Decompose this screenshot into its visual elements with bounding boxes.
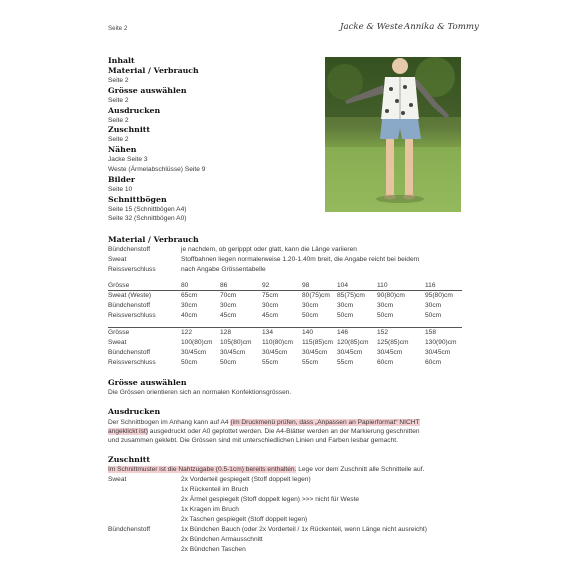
table-cell: 50cm	[181, 359, 198, 366]
table-cell: 122	[181, 329, 193, 336]
zuschnitt-buendchen-label: Bündchenstoff	[108, 526, 151, 533]
table-cell: 55cm	[337, 359, 354, 366]
table-cell: 30cm	[181, 302, 198, 309]
zuschnitt-item: 2x Bündchen Armausschnitt	[181, 536, 263, 543]
brand-title-right: Annika & Tommy	[404, 22, 479, 32]
table-cell: 60cm	[425, 359, 442, 366]
table-row-label: Sweat	[108, 339, 127, 346]
table-cell: 30cm	[377, 302, 394, 309]
table-cell: 50cm	[377, 312, 394, 319]
table-cell: 30cm	[337, 302, 354, 309]
material-label: Bündchenstoff	[108, 246, 151, 253]
toc-line: Seite 32 (Schnittbögen A0)	[108, 215, 187, 223]
table-cell: 80	[181, 282, 189, 289]
toc-heading-inhalt: Inhalt	[108, 56, 135, 65]
table-cell: 152	[377, 329, 389, 336]
toc-heading-naehen: Nähen	[108, 145, 137, 155]
zuschnitt-item: 2x Bündchen Taschen	[181, 546, 246, 553]
table-cell: 140	[302, 329, 314, 336]
toc-heading-schnittboegen: Schnittbögen	[108, 194, 167, 204]
table-cell: 110	[377, 282, 388, 289]
table-cell: 95(80)cm	[425, 292, 453, 299]
table-cell: 55cm	[262, 359, 279, 366]
brand-title-left: Jacke & Weste	[340, 22, 403, 32]
groesse-text: Die Grössen orientieren sich an normalen Konfektionsgrössen.	[108, 389, 292, 396]
table-cell: 50cm	[425, 312, 442, 319]
table-cell: 60cm	[377, 359, 394, 366]
table-cell: 50cm	[337, 312, 354, 319]
toc-heading-material: Material / Verbrauch	[108, 66, 199, 75]
toc-line: Seite 15 (Schnittbögen A4)	[108, 205, 187, 213]
table-cell: 158	[425, 329, 437, 336]
table-cell: 116	[425, 282, 436, 289]
groesse-heading: Grösse auswählen	[108, 378, 187, 387]
table-cell: 30/45cm	[262, 349, 288, 356]
table-cell: 50cm	[302, 312, 319, 319]
zuschnitt-item: 2x Vorderteil gespiegelt (Stoff doppelt legen)	[181, 476, 311, 483]
table-cell: 30cm	[262, 302, 279, 309]
table-cell: 30/45cm	[377, 349, 403, 356]
table-cell: 45cm	[262, 312, 279, 319]
table-cell: 65cm	[181, 292, 198, 299]
table-cell: 30cm	[425, 302, 442, 309]
table-cell: 70cm	[220, 292, 237, 299]
table-cell: 30cm	[302, 302, 319, 309]
toc-heading-zuschnitt: Zuschnitt	[108, 125, 150, 135]
toc-line: Jacke Seite 3	[108, 156, 148, 164]
toc-line: Seite 10	[108, 185, 133, 193]
table-cell: 92	[262, 282, 270, 289]
material-heading: Material / Verbrauch	[108, 235, 199, 244]
toc-line: Weste (Ärmelabschlüsse) Seite 9	[108, 165, 206, 173]
table-cell: 50cm	[220, 359, 237, 366]
table-cell: 120(85)cm	[337, 339, 369, 346]
table-cell: 146	[337, 329, 349, 336]
table-cell: 30cm	[220, 302, 237, 309]
material-text: Stoffbahnen liegen normalerweise 1.20-1.40m breit, die Angabe reicht bei beidem	[181, 256, 420, 263]
toc-heading-ausdrucken: Ausdrucken	[108, 105, 161, 115]
table-cell: 105(80)cm	[220, 339, 252, 346]
zuschnitt-intro: Im Schnittmuster ist die Nahtzugabe (0.5-1cm) bereits enthalten. Lege vor dem Zuschnitt alle Schnitteile auf.	[108, 466, 425, 473]
table-row-label: Grösse	[108, 329, 130, 336]
table-cell: 128	[220, 329, 232, 336]
table-row-label: Sweat (Weste)	[108, 292, 152, 299]
table-cell: 80(75)cm	[302, 292, 330, 299]
table-divider	[108, 327, 462, 328]
zuschnitt-item: 1x Rückenteil im Bruch	[181, 486, 249, 493]
zuschnitt-sweat-label: Sweat	[108, 476, 127, 483]
material-label: Sweat	[108, 256, 127, 263]
table-cell: 30/45cm	[220, 349, 246, 356]
table-row-label: Grösse	[108, 282, 130, 289]
table-cell: 98	[302, 282, 310, 289]
toc-line: Seite 2	[108, 136, 129, 144]
table-cell: 130(90)cm	[425, 339, 457, 346]
table-cell: 55cm	[302, 359, 319, 366]
table-row-label: Reissverschluss	[108, 359, 156, 366]
table-cell: 75cm	[262, 292, 279, 299]
material-text: je nachdem, ob geripppt oder glatt, kann die Länge variieren	[181, 246, 357, 253]
table-cell: 86	[220, 282, 228, 289]
toc-line: Seite 2	[108, 96, 129, 104]
ausdrucken-line: angeklickt ist) ausgedruckt oder A0 geplottet werden. Die A4-Blätter werden an der Markierung geschnitten	[108, 428, 420, 435]
table-cell: 134	[262, 329, 274, 336]
table-cell: 30/45cm	[337, 349, 363, 356]
table-cell: 85(75)cm	[337, 292, 365, 299]
toc-line: Seite 2	[108, 77, 129, 84]
zuschnitt-item: 2x Ärmel gespiegelt (Stoff doppelt legen) >>> nicht für Weste	[181, 496, 360, 503]
table-cell: 100(80)cm	[181, 339, 213, 346]
toc-heading-bilder: Bilder	[108, 174, 136, 184]
table-cell: 30/45cm	[181, 349, 207, 356]
ausdrucken-heading: Ausdrucken	[108, 407, 161, 416]
toc-line: Seite 2	[108, 116, 129, 124]
table-divider	[108, 290, 462, 291]
child-photo	[325, 57, 461, 212]
table-cell: 110(80)cm	[262, 339, 294, 346]
table-row-label: Reissverschluss	[108, 312, 156, 319]
table-cell: 125(85)cm	[377, 339, 409, 346]
table-cell: 30/45cm	[302, 349, 328, 356]
zuschnitt-item: 1x Kragen im Bruch	[181, 506, 239, 513]
table-row-label: Bündchenstoff	[108, 302, 151, 309]
table-of-contents	[108, 56, 205, 224]
table-row-label: Bündchenstoff	[108, 349, 151, 356]
table-cell: 40cm	[181, 312, 198, 319]
table-cell: 30/45cm	[425, 349, 451, 356]
table-cell: 90(80)cm	[377, 292, 405, 299]
toc-heading-groesse: Grösse auswählen	[108, 85, 187, 95]
page-number: Seite 2	[108, 25, 128, 32]
zuschnitt-item: 1x Bündchen Bauch (oder 2x Vorderteil / 1x Rückenteil, wenn Länge nicht ausreicht)	[181, 526, 427, 533]
zuschnitt-heading: Zuschnitt	[108, 455, 150, 464]
zuschnitt-item: 2x Taschen gespiegelt (Stoff doppelt legen)	[181, 516, 308, 523]
table-cell: 115(85)cm	[302, 339, 334, 346]
ausdrucken-line: Der Schnittbogen im Anhang kann auf A4 (im Druckmenü prüfen, dass „Anpassen an Papierformat“ NICHT	[108, 419, 420, 426]
material-text: nach Angabe Grössentabelle	[181, 266, 266, 273]
table-cell: 104	[337, 282, 349, 289]
material-label: Reissverschluss	[108, 266, 156, 273]
table-cell: 45cm	[220, 312, 237, 319]
ausdrucken-line: und zusammen geklebt. Die Grössen sind mit unterschiedlichen Linien und Farben lesbar gemacht.	[108, 437, 398, 444]
